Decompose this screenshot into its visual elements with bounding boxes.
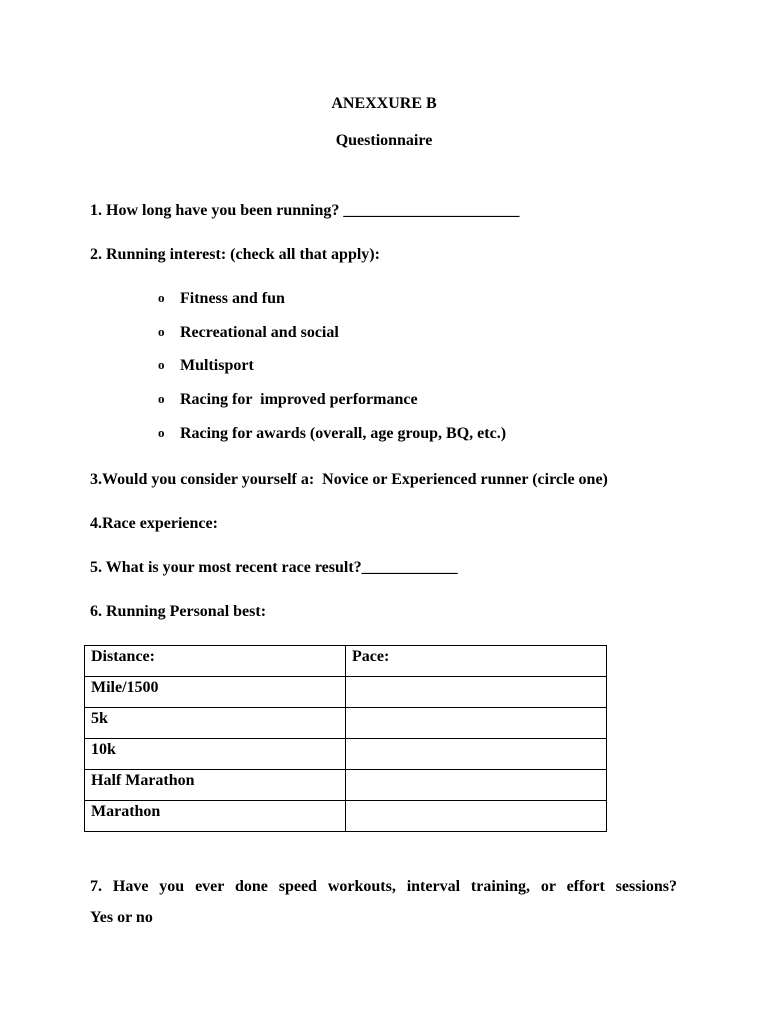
- table-row: [85, 739, 607, 770]
- question-2: 2. Running interest: (check all that apply):: [90, 246, 380, 263]
- pace-cell[interactable]: [346, 770, 607, 801]
- distance-cell: Marathon: [85, 801, 346, 832]
- question-3: 3.Would you consider yourself a: Novice or Experienced runner (circle one): [90, 471, 608, 488]
- question-7-answer-options: Yes or no: [90, 909, 153, 926]
- bullet-icon: o: [158, 357, 165, 372]
- distance-cell: 10k: [85, 739, 346, 770]
- personal-best-table: [84, 645, 607, 832]
- header-distance: Distance:: [85, 646, 346, 677]
- interest-option-racing-performance: [158, 392, 418, 408]
- pace-cell[interactable]: [346, 739, 607, 770]
- table-row: [85, 770, 607, 801]
- header-pace: Pace:: [346, 646, 607, 677]
- option-label: Fitness and fun: [180, 290, 285, 307]
- interest-option-fitness: [158, 291, 285, 307]
- distance-cell: 5k: [85, 708, 346, 739]
- question-1: 1. How long have you been running? ______________________: [90, 202, 520, 219]
- pace-cell[interactable]: [346, 677, 607, 708]
- option-label: Racing for awards (overall, age group, BQ, etc.): [180, 425, 507, 442]
- question-7: 7. Have you ever done speed workouts, interval training, or effort sessions?: [90, 878, 677, 895]
- pace-cell[interactable]: [346, 708, 607, 739]
- question-6: 6. Running Personal best:: [90, 603, 267, 620]
- page-title: Questionnaire: [335, 132, 433, 149]
- bullet-icon: o: [158, 425, 165, 440]
- bullet-icon: o: [158, 391, 165, 406]
- table-row: [85, 801, 607, 832]
- bullet-icon: o: [158, 324, 165, 339]
- question-5: 5. What is your most recent race result?____________: [90, 559, 458, 576]
- question-4: 4.Race experience:: [90, 515, 218, 532]
- distance-cell: Mile/1500: [85, 677, 346, 708]
- interest-option-multisport: [158, 358, 254, 374]
- pace-cell[interactable]: [346, 801, 607, 832]
- interest-option-recreational: [158, 325, 339, 341]
- option-label: Racing for improved performance: [180, 391, 418, 408]
- option-label: Multisport: [180, 357, 254, 374]
- annexure-heading: ANEXXURE B: [331, 95, 437, 112]
- interest-option-racing-awards: [158, 426, 506, 442]
- table-header-row: [85, 646, 607, 677]
- table-row: [85, 708, 607, 739]
- distance-cell: Half Marathon: [85, 770, 346, 801]
- bullet-icon: o: [158, 290, 165, 305]
- table-row: [85, 677, 607, 708]
- option-label: Recreational and social: [180, 324, 339, 341]
